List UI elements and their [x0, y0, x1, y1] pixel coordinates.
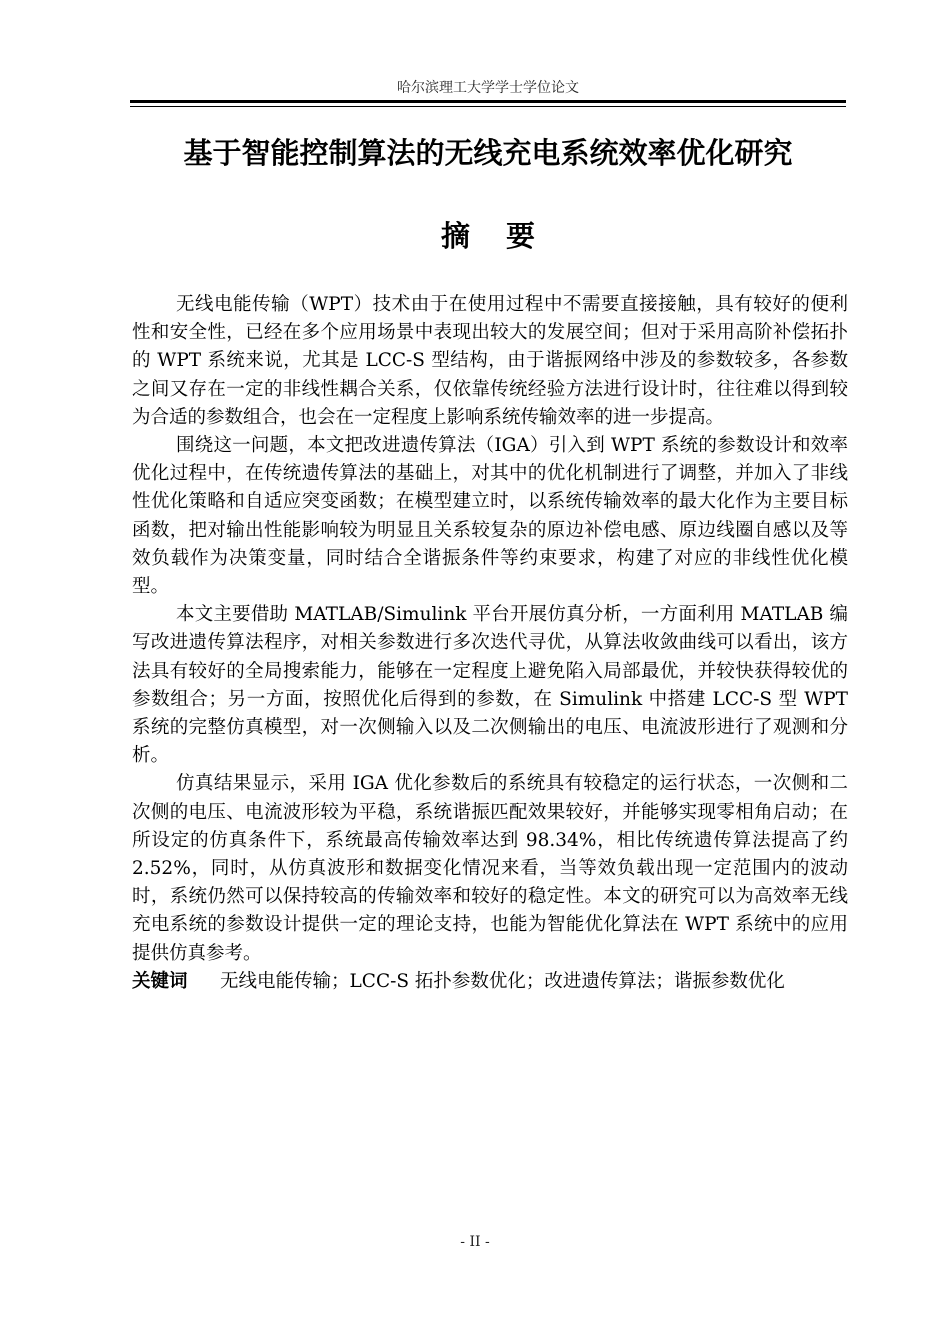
running-header: 哈尔滨理工大学学士学位论文 — [397, 80, 579, 96]
abstract-paragraph-1: 无线电能传输（WPT）技术由于在使用过程中不需要直接接触，具有较好的便利性和安全性，已经在多个应用场景中表现出较大的发展空间；但对于采用高阶补偿拓扑的 WPT 系统来说，尤其是 LCC-S 型结构，由于谐振网络中涉及的参数较多，各参数之间又存在一定的非线性耦合关系，仅依靠传统经验方法进行设计时，往往难以得到较为合适的参数组合，也会在一定程度上影响系统传输效率的进一步提高。 — [132, 294, 848, 428]
abstract-paragraph-4: 仿真结果显示，采用 IGA 优化参数后的系统具有较稳定的运行状态，一次侧和二次侧的电压、电流波形较为平稳，系统谐振匹配效果较好，并能够实现零相角启动；在所设定的仿真条件下，系统最高传输效率达到 98.34%，相比传统遗传算法提高了约 2.52%，同时，从仿真波形和数据变化情况来看，当等效负载出现一定范围内的波动时，系统仍然可以保持较高的传输效率和较好的稳定性。本文的研究可以为高效率无线充电系统的参数设计提供一定的理论支持，也能为智能优化算法在 WPT 系统中的应用提供仿真参考。 — [132, 773, 848, 964]
keywords-label: 关键词 — [132, 970, 188, 992]
header-rule-thin — [130, 106, 846, 107]
abstract-heading: 摘要 — [440, 219, 571, 253]
page-number: - II - — [460, 1234, 490, 1250]
document-title: 基于智能控制算法的无线充电系统效率优化研究 — [183, 136, 793, 170]
header-rule-thick — [130, 100, 846, 103]
abstract-paragraph-2: 围绕这一问题，本文把改进遗传算法（IGA）引入到 WPT 系统的参数设计和效率优化过程中，在传统遗传算法的基础上，对其中的优化机制进行了调整，并加入了非线性优化策略和自适应突变函数；在模型建立时，以系统传输效率的最大化作为主要目标函数，把对输出性能影响较为明显且关系较复杂的原边补偿电感、原边线圈自感以及等效负载作为决策变量，同时结合全谐振条件等约束要求，构建了对应的非线性优化模型。 — [132, 435, 848, 598]
abstract-body — [132, 291, 848, 996]
abstract-paragraph-3: 本文主要借助 MATLAB/Simulink 平台开展仿真分析，一方面利用 MATLAB 编写改进遗传算法程序，对相关参数进行多次迭代寻优，从算法收敛曲线可以看出，该方法具有较好的全局搜索能力，能够在一定程度上避免陷入局部最优，并较快获得较优的参数组合；另一方面，按照优化后得到的参数，在 Simulink 中搭建 LCC-S 型 WPT 系统的完整仿真模型，对一次侧输入以及二次侧输出的电压、电流波形进行了观测和分析。 — [132, 604, 848, 767]
keywords-block — [132, 968, 848, 996]
keywords-text: 无线电能传输；LCC-S 拓扑参数优化；改进遗传算法；谐振参数优化 — [220, 970, 785, 992]
